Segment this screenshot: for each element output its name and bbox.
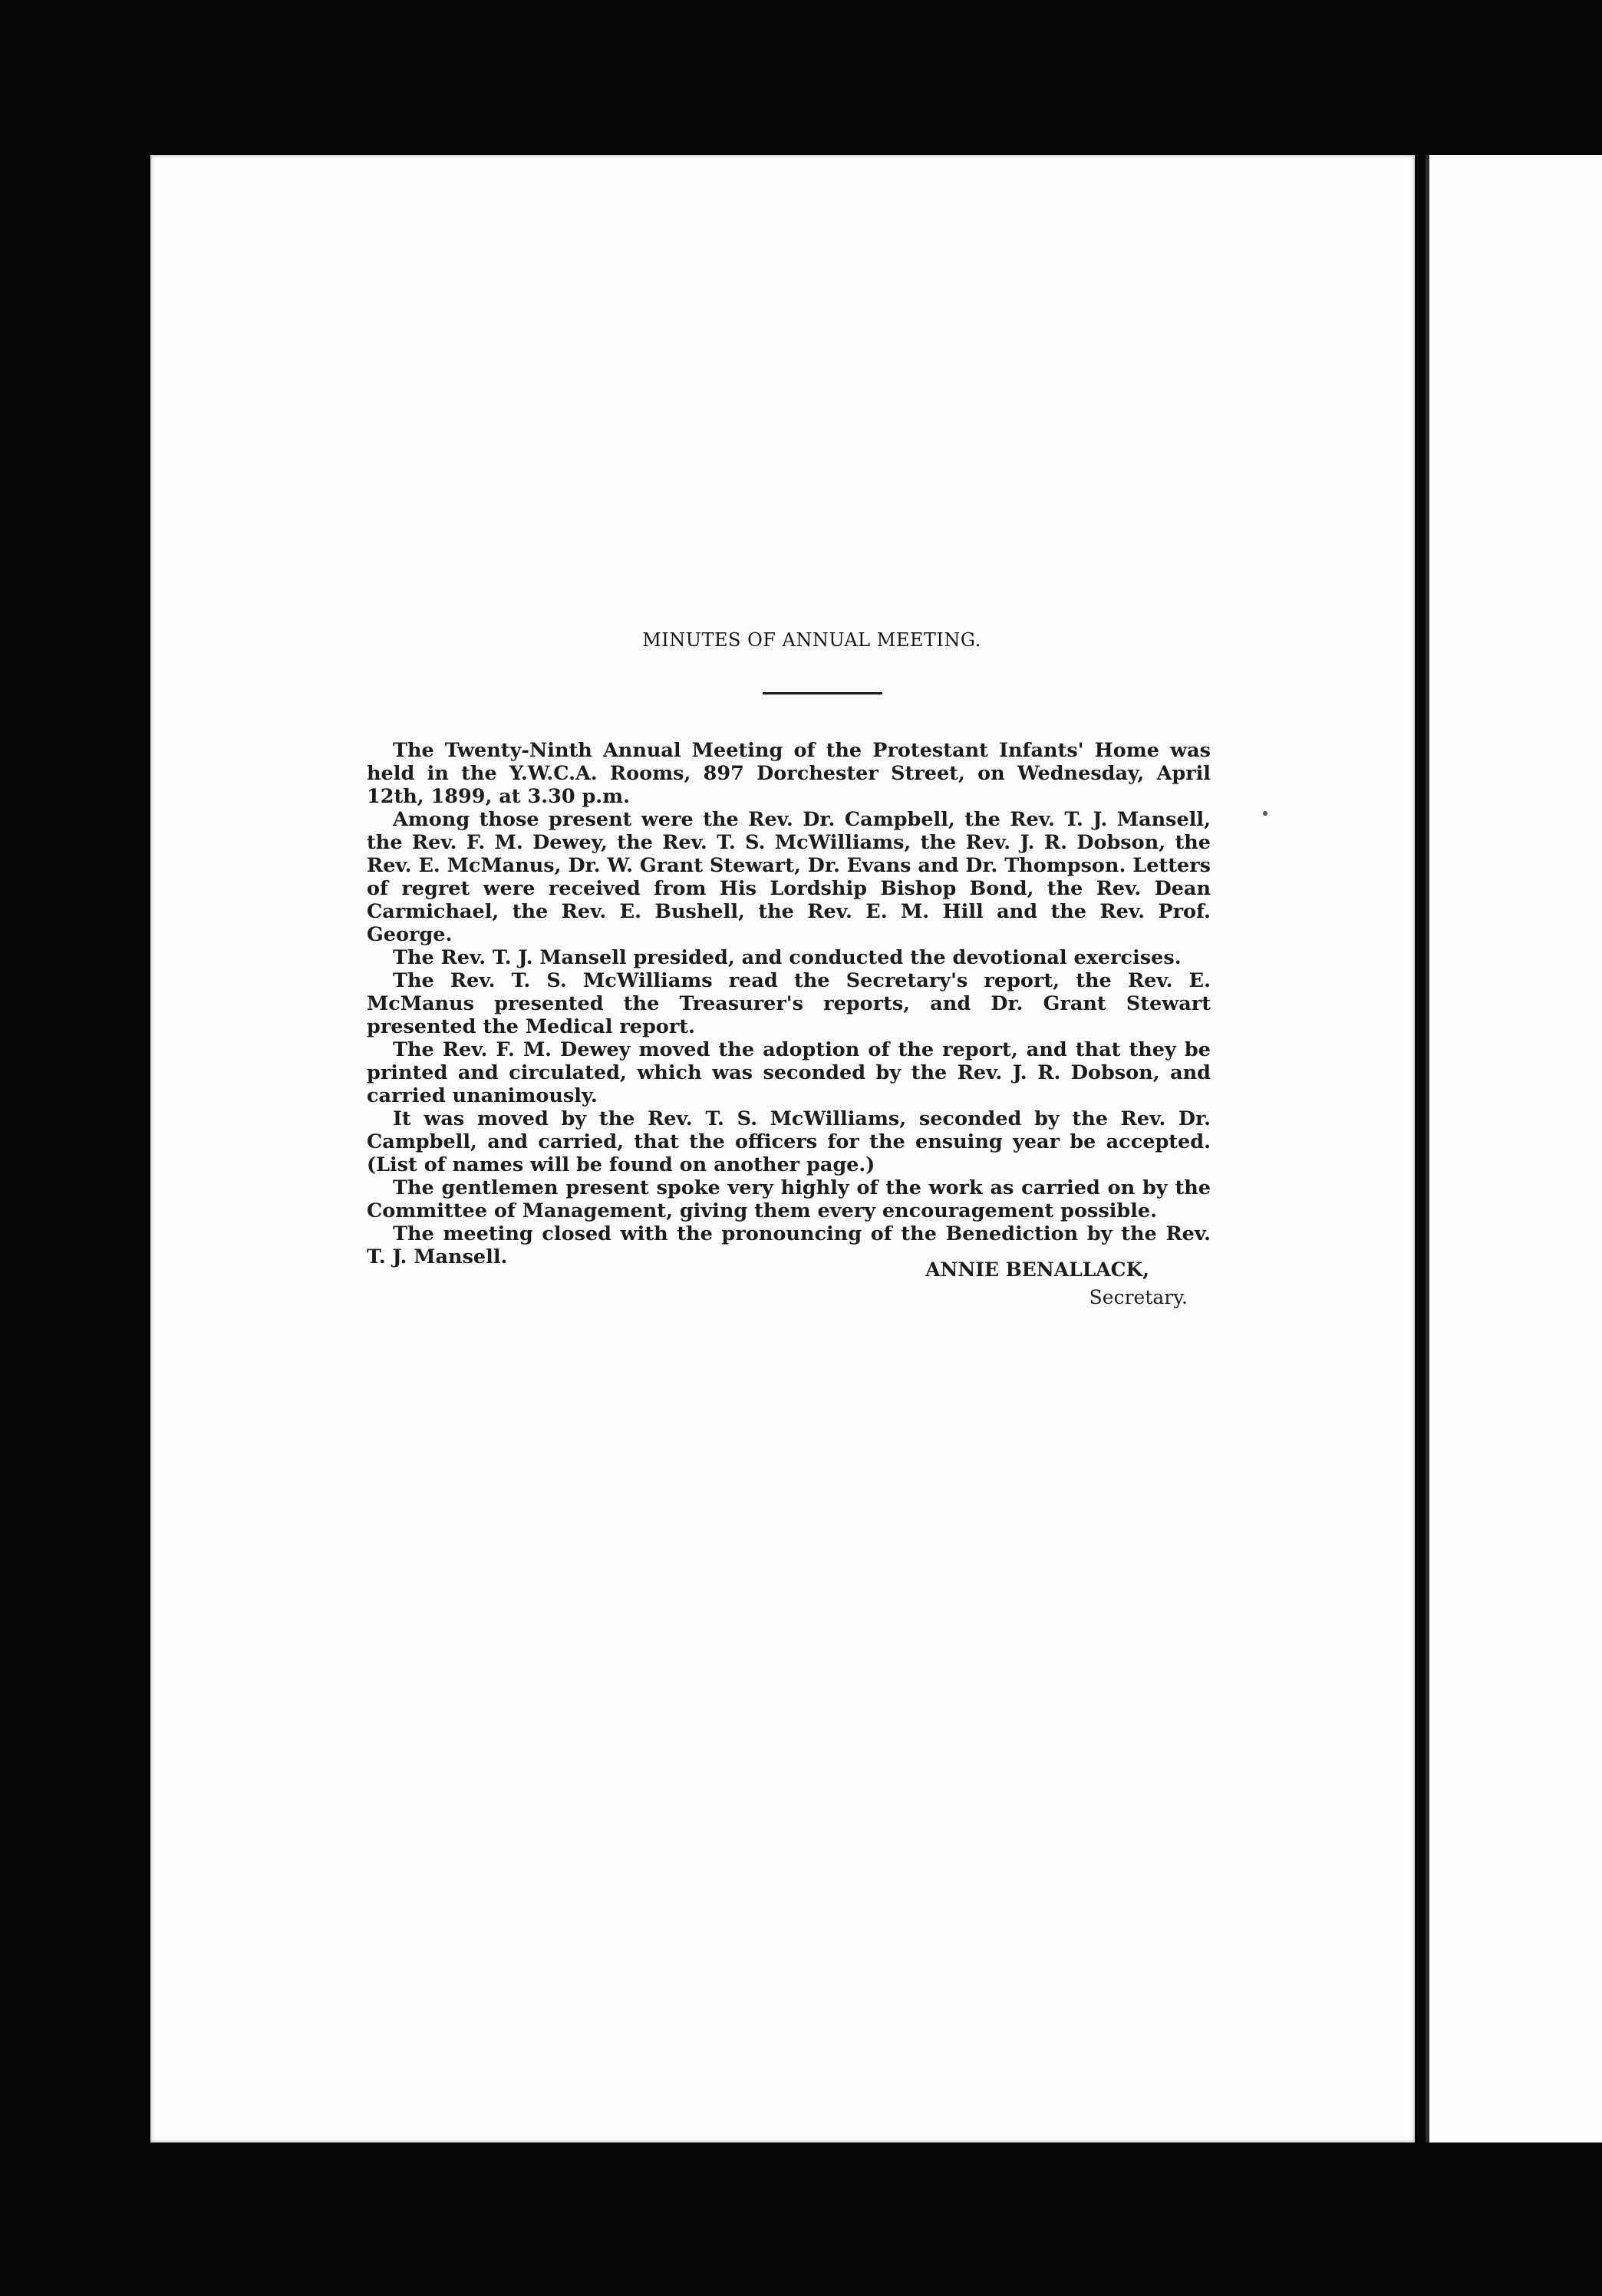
signature-role: Secretary. [1089,1286,1188,1308]
paragraph: It was moved by the Rev. T. S. McWilliams, seconded by the Rev. Dr. Campbell, and carried, that the officers for the ensuing year be accepted. (List of names will be found on another page.) [367,1107,1211,1176]
paragraph: The Twenty-Ninth Annual Meeting of the Protestant Infants' Home was held in the Y.W.C.A. Rooms, 897 Dorchester Street, on Wednesday, April 12th, 1899, at 3.30 p.m. [367,739,1211,808]
paragraph: The Rev. T. S. McWilliams read the Secretary's report, the Rev. E. McManus presented the Treasurer's reports, and Dr. Grant Stewart presented the Medical report. [367,969,1211,1038]
ink-speck [1263,811,1267,816]
signature-name: ANNIE BENALLACK, [925,1259,1149,1281]
paragraph: The Rev. F. M. Dewey moved the adoption of the report, and that they be printed and circulated, which was seconded by the Rev. J. R. Dobson, and carried unanimously. [367,1038,1211,1107]
title-rule [763,692,882,694]
paragraph: The meeting closed with the pronouncing of the Benediction by the Rev. T. J. Mansell. [367,1222,1211,1268]
paragraph: The Rev. T. J. Mansell presided, and conducted the devotional exercises. [393,946,1182,969]
document-content [367,629,1211,1311]
paragraph: Among those present were the Rev. Dr. Campbell, the Rev. T. J. Mansell, the Rev. F. M. Dewey, the Rev. T. S. McWilliams, the Rev. J. R. Dobson, the Rev. E. McManus, Dr. W. Grant Stewart, Dr. Evans and Dr. Thompson. Letters of regret were received from His Lordship Bishop Bond, the Rev. Dean Carmichael, the Rev. E. Bushell, the Rev. E. M. Hill and the Rev. Prof. George. [367,808,1211,946]
adjacent-page-edge [1426,155,1602,2143]
paragraph: The gentlemen present spoke very highly of the work as carried on by the Committee of Management, giving them every encouragement possible. [367,1176,1211,1222]
document-title: MINUTES OF ANNUAL MEETING. [642,629,981,651]
